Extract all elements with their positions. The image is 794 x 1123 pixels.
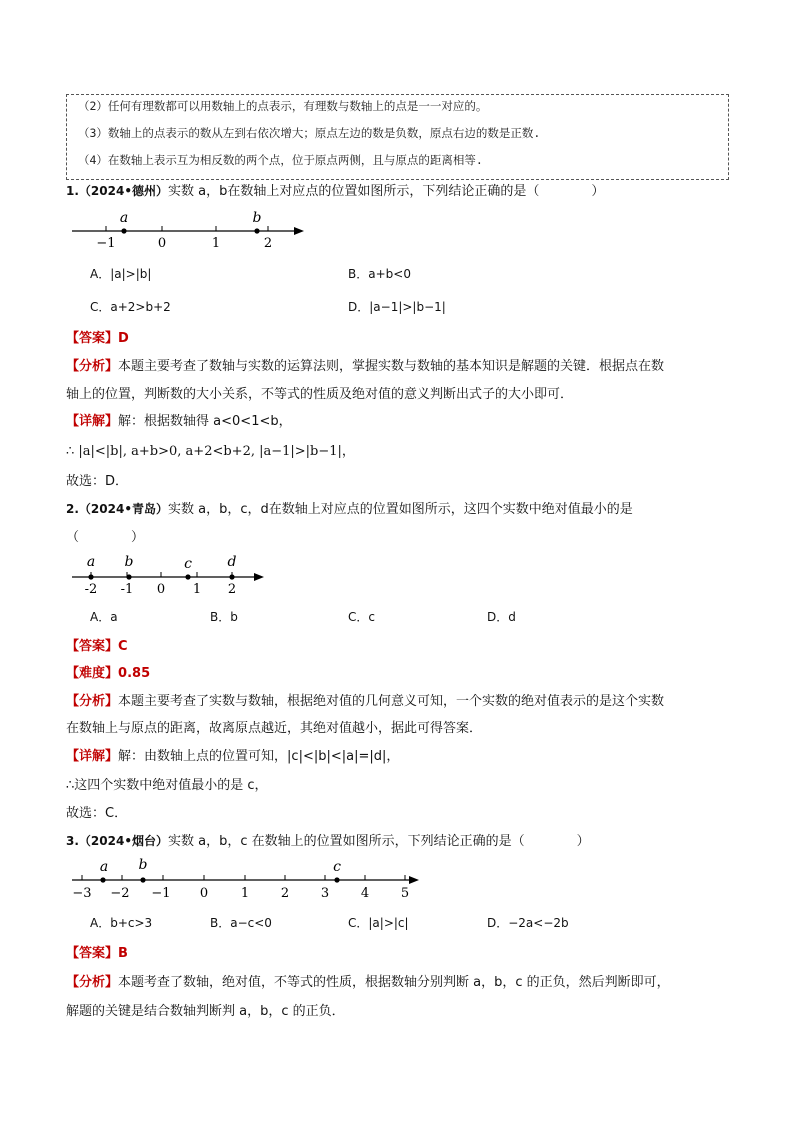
q3-tick-label: 2 [280,886,290,901]
q3-axis-arrow [409,876,419,884]
q1-point-b [254,228,259,233]
q1-detail-math: ∴ |a|<|b|, a+b>0, a+2<b+2, |a−1|>|b−1|， [66,444,355,459]
q1-point-a [121,228,126,233]
q3-point-label-b: b [138,857,148,873]
q1-option-c[interactable]: C．a+2>b+2 [90,300,171,314]
q2-detail-text: 解：由数轴上点的位置可知，|c|<|b|<|a|=|d|， [118,749,400,764]
q1-tick-label: 0 [157,236,167,251]
q2-option-d[interactable]: D．d [487,610,516,624]
q2-point-d [229,574,234,579]
q1-option-d[interactable]: D．|a−1|>|b−1| [348,300,446,314]
q2-tick-label: 1 [192,582,202,597]
q1-stem: 实数 a，b在数轴上对应点的位置如图所示，下列结论正确的是（ ） [168,184,605,199]
q1-tick-label: 1 [211,236,221,251]
q2-stem-line [66,498,633,517]
q2-detail-cont: ∴这四个实数中绝对值最小的是 c， [66,778,268,793]
q3-analysis: 【分析】本题考查了数轴，绝对值，不等式的性质，根据数轴分别判断 a，b，c 的正负，然后判断即可， [66,975,670,990]
q2-option-c[interactable]: C．c [348,610,375,624]
q1-tick-label: 2 [263,236,273,251]
q2-option-a[interactable]: A．a [90,610,118,624]
q1-axis-arrow [294,227,304,235]
q1-source: （2024•德州） [78,184,168,198]
q3-number-line [66,856,428,906]
q2-point-label-c: c [184,556,192,572]
q2-stem-paren: （ ） [66,530,145,545]
q1-point-label-b: b [252,210,262,226]
q3-point-a [100,877,105,882]
q3-option-b[interactable]: B．a−c<0 [210,916,272,930]
q1-detail: 【详解】解：根据数轴得 a<0<1<b， [66,414,292,429]
q2-tick-label: 0 [156,582,166,597]
q1-tick-label: −1 [96,236,116,251]
q2-difficulty-row: 【难度】0.85 [66,666,151,681]
note-2: （2）任何有理数都可以用数轴上的点表示，有理数与数轴上的点是一一对应的。 [78,99,488,113]
q1-analysis-cont: 轴上的位置，判断数的大小关系，不等式的性质及绝对值的意义判断出式子的大小即可． [66,387,574,402]
q2-answer: C [118,639,128,654]
q3-tick-label: −2 [110,886,130,901]
note-3: （3）数轴上的点表示的数从左到右依次增大；原点左边的数是负数，原点右边的数是正数. [78,126,541,140]
q3-analysis-text: 本题考查了数轴，绝对值，不等式的性质，根据数轴分别判断 a，b，c 的正负，然后判断即可， [118,975,670,990]
q3-tick-label: 4 [360,886,370,901]
q3-answer-row: 【答案】B [66,946,128,961]
q1-analysis: 【分析】本题主要考查了数轴与实数的运算法则，掌握实数与数轴的基本知识是解题的关键．根据点在数 [66,359,665,374]
q2-difficulty: 0.85 [118,666,151,681]
q2-analysis-cont: 在数轴上与原点的距离，故离原点越近，其绝对值越小，据此可得答案． [66,721,483,736]
q1-select: 故选：D． [66,474,129,489]
q2-point-a [88,574,93,579]
q2-stem: 实数 a，b，c，d在数轴上对应点的位置如图所示，这四个实数中绝对值最小的是 [168,502,633,517]
q1-option-a[interactable]: A．|a|>|b| [90,267,152,281]
q2-number: 2. [66,502,79,516]
q2-number-line [66,550,276,600]
q3-point-label-a: a [99,859,109,875]
q3-option-c[interactable]: C．|a|>|c| [348,916,409,930]
q3-point-c [334,877,339,882]
q3-tick-label: 1 [240,886,250,901]
q2-point-c [185,574,190,579]
note-4: （4）在数轴上表示互为相反数的两个点，位于原点两侧，且与原点的距离相等. [78,153,483,167]
q2-tick-label: -1 [120,582,134,597]
q1-answer: D [118,331,129,346]
q2-tick-label: -2 [84,582,98,597]
q2-point-label-d: d [227,554,237,570]
answer-label: 答案 [79,331,106,346]
q3-option-a[interactable]: A．b+c>3 [90,916,153,930]
q3-tick-label: 3 [320,886,330,901]
q3-point-label-c: c [333,859,341,875]
q3-stem: 实数 a，b，c 在数轴上的位置如图所示，下列结论正确的是（ ） [168,834,590,849]
q3-stem-line [66,830,590,849]
q1-answer-row: 【答案】D [66,331,129,346]
q2-source: （2024•青岛） [78,502,168,516]
q2-tick-label: 2 [227,582,237,597]
q1-number: 1. [66,184,79,198]
q3-tick-label: 5 [400,886,410,901]
q3-point-b [140,877,145,882]
q2-analysis: 【分析】本题主要考查了实数与数轴，根据绝对值的几何意义可知，一个实数的绝对值表示的是这个实数 [66,694,665,709]
q1-number-line [66,205,316,255]
q2-answer-row: 【答案】C [66,639,128,654]
q3-answer: B [118,946,128,961]
q1-stem-line [66,180,604,199]
q2-point-label-a: a [86,554,96,570]
q1-point-label-a: a [119,210,129,226]
q3-source: （2024•烟台） [78,834,168,848]
q1-detail-text: 解：根据数轴得 a<0<1<b， [118,414,292,429]
q2-detail: 【详解】解：由数轴上点的位置可知，|c|<|b|<|a|=|d|， [66,749,400,764]
q1-option-b[interactable]: B．a+b<0 [348,267,411,281]
q3-tick-label: −3 [72,886,92,901]
q2-select: 故选：C． [66,806,128,821]
q2-option-b[interactable]: B．b [210,610,238,624]
q2-point-b [126,574,131,579]
q2-analysis-text: 本题主要考查了实数与数轴，根据绝对值的几何意义可知，一个实数的绝对值表示的是这个实数 [118,694,665,709]
q3-option-d[interactable]: D．−2a<−2b [487,916,569,930]
q2-point-label-b: b [124,554,134,570]
q3-tick-label: −1 [151,886,171,901]
q3-tick-label: 0 [199,886,209,901]
q3-number: 3. [66,834,79,848]
q3-analysis-cont: 解题的关键是结合数轴判断判 a，b，c 的正负． [66,1004,345,1019]
q2-axis-arrow [254,573,264,581]
q1-analysis-text: 本题主要考查了数轴与实数的运算法则，掌握实数与数轴的基本知识是解题的关键．根据点在数 [118,359,665,374]
